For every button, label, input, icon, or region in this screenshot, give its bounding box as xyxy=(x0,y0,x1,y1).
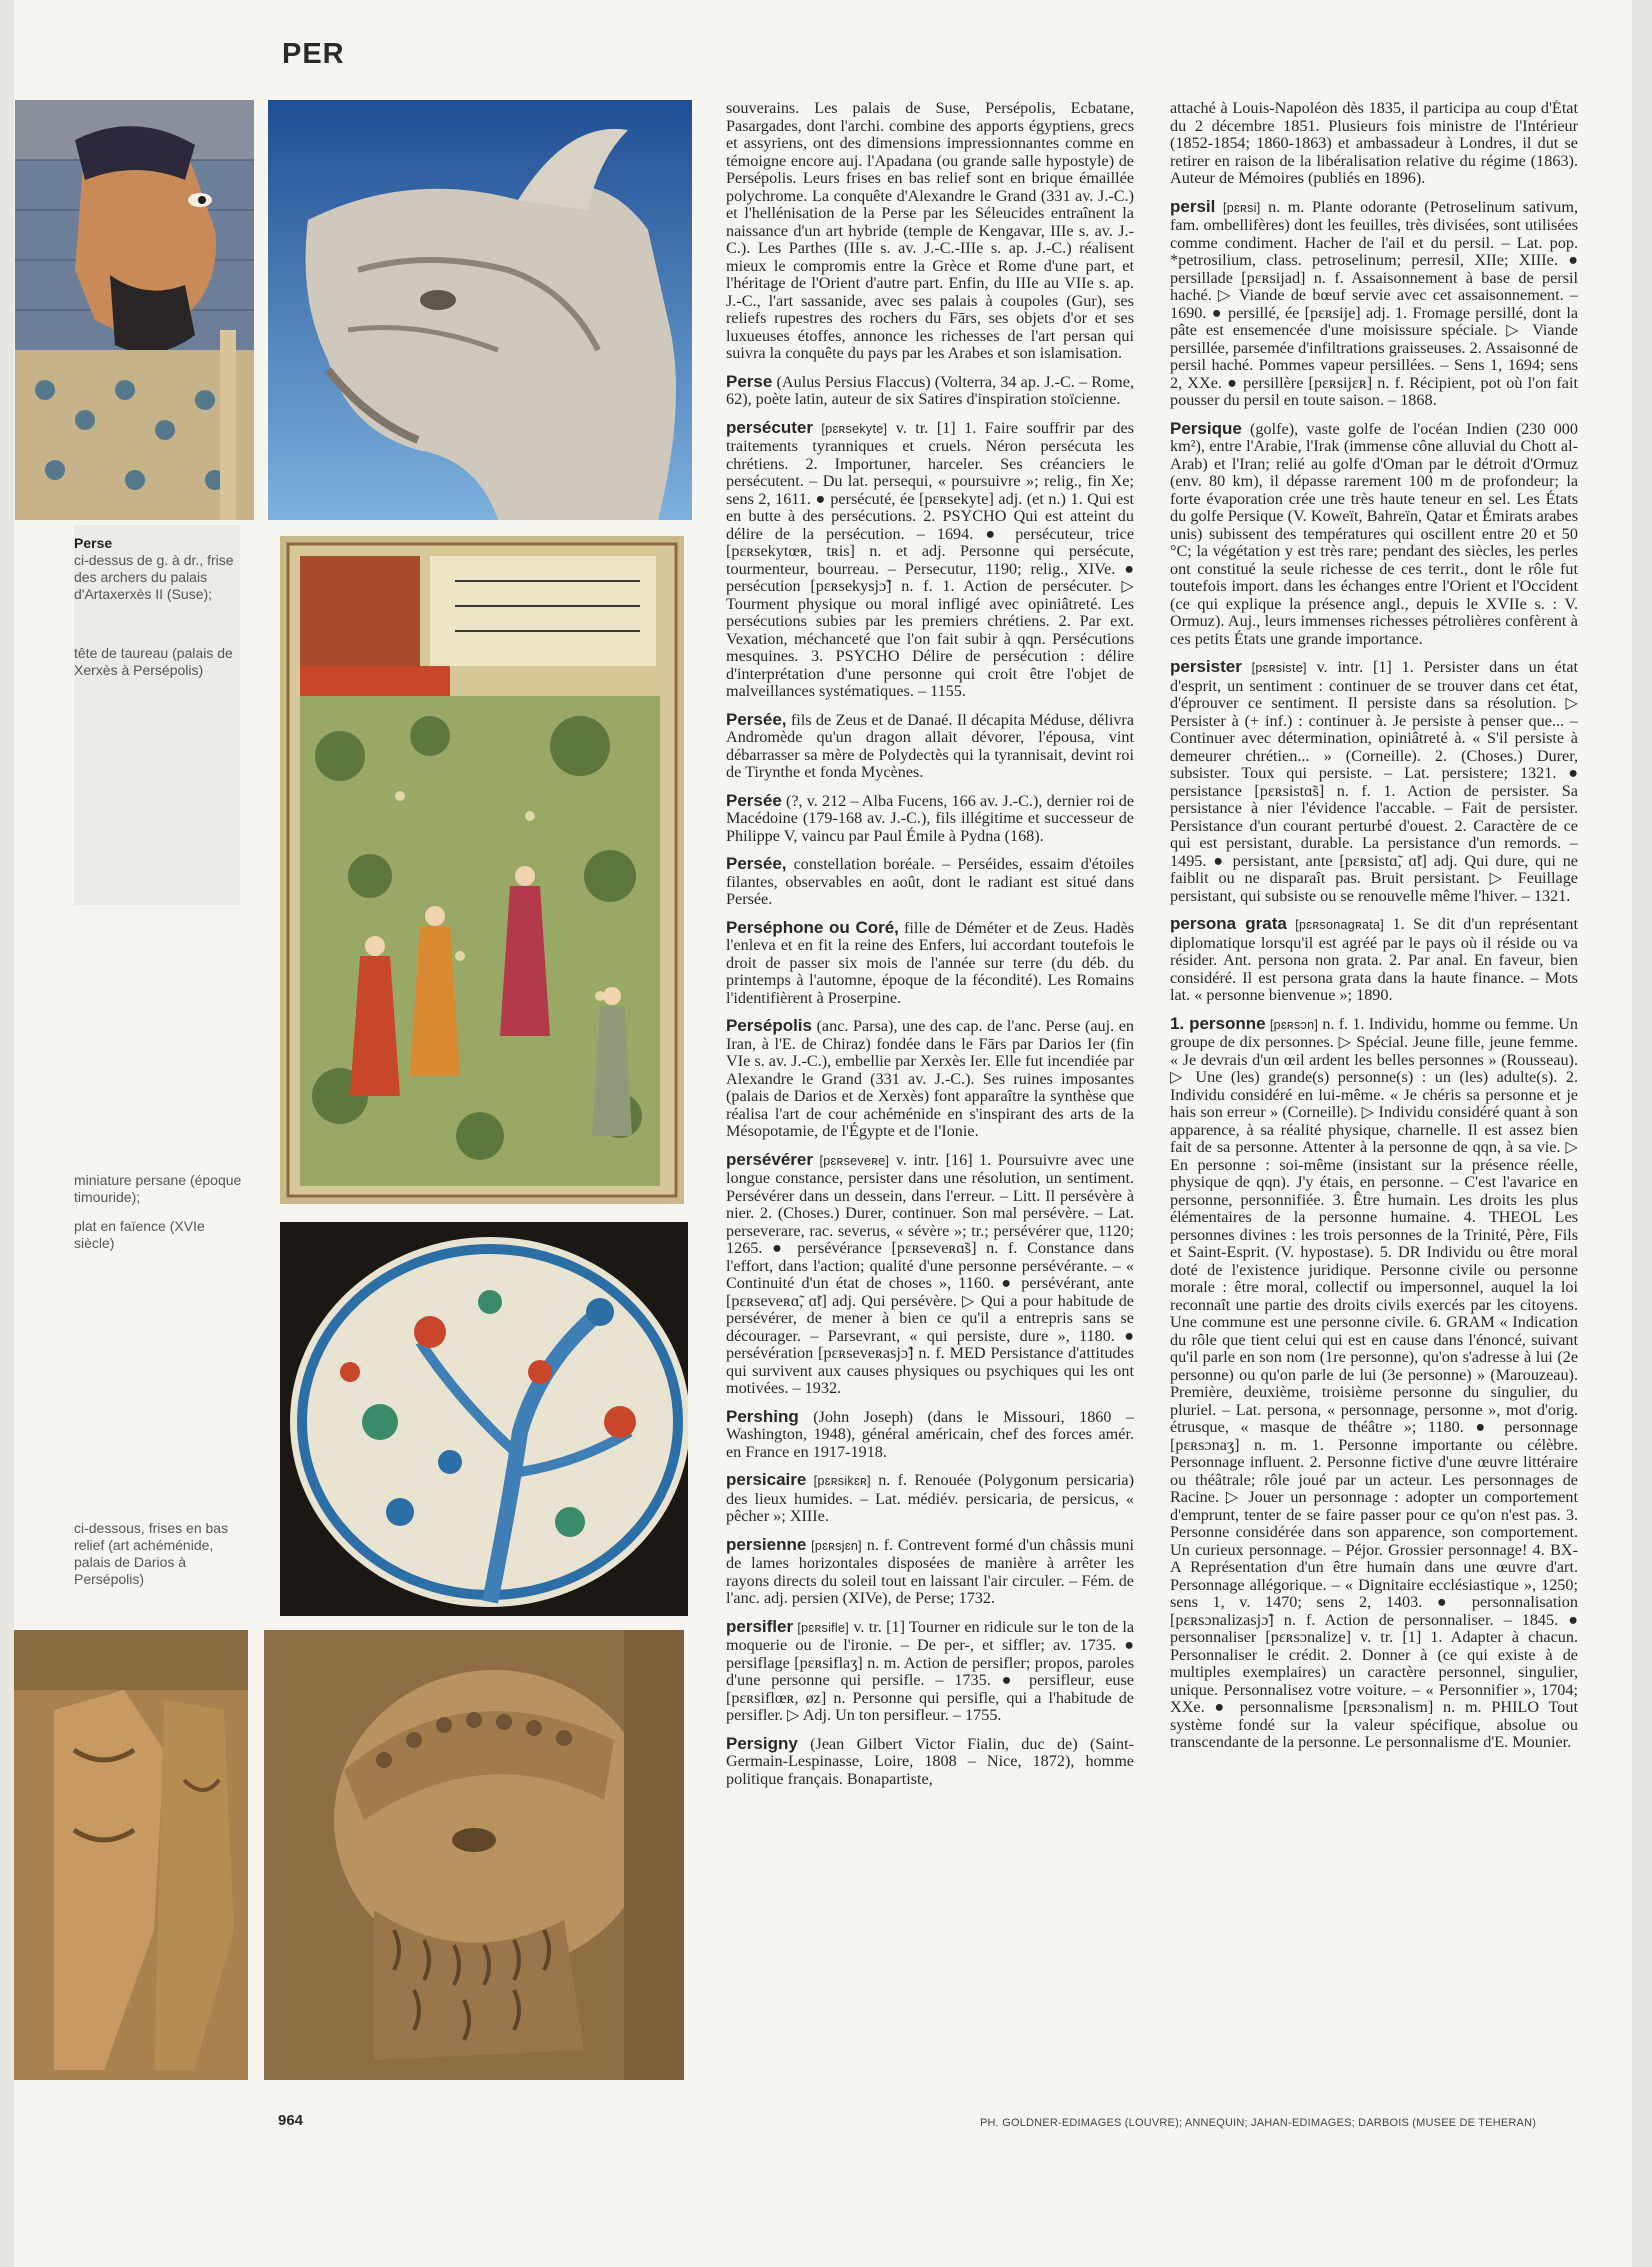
entry-perseverer xyxy=(726,1151,1134,1398)
caption-perse xyxy=(74,535,234,603)
headword: 1. personne xyxy=(1170,1013,1266,1033)
entry-pershing xyxy=(726,1408,1134,1462)
headword: Perse xyxy=(726,371,773,391)
entry-persigny xyxy=(726,1735,1134,1789)
phonetic: [pɛʀsikɛʀ] xyxy=(813,1474,871,1488)
headword: Perséphone ou Coré, xyxy=(726,917,899,937)
phonetic: [pɛʀsifle] xyxy=(797,1620,850,1635)
entry-text: fils de Zeus et de Danaé. Il décapita Méduse, délivra Andromède qu'un dragon allait dévorer, l'épousa, vint débarrasser sa mère de Polydectès qui la tyrannisait, devint roi de Tirynthe et fonda Mycènes. xyxy=(726,710,1134,781)
entry-persil xyxy=(1170,198,1578,410)
entry-text: n. f. Renouée (Polygonum persicaria) des lieux humides. – Lat. médiév. persicaria, de persicus, « pêcher »; XIIIe. xyxy=(726,1471,1134,1525)
headword: persister xyxy=(1170,657,1242,676)
faience-plate-image xyxy=(280,1222,688,1616)
headword: persicaire xyxy=(726,1470,807,1489)
entry-perse-art-cont xyxy=(726,100,1134,363)
entry-persepolis xyxy=(726,1017,1134,1141)
entry-text: n. f. Contrevent formé d'un châssis muni de lames horizontales disposées de manière à arrêter les rayons directs du soleil tout en laissant l'air circuler. – Fém. de l'anc. adj. persien (XIVe), de Perse; 1732. xyxy=(726,1535,1134,1607)
entry-persee-roi xyxy=(726,792,1134,846)
entry-text: constellation boréale. – Perséides, essaim d'étoiles filantes, observables en août, dont le radiant est situé dans Persée. xyxy=(726,855,1134,908)
phonetic: [pɛʀsekyte] xyxy=(821,421,888,436)
headword: persienne xyxy=(726,1534,807,1554)
headword: persévérer xyxy=(726,1149,813,1169)
headword: Pershing xyxy=(726,1406,799,1426)
caption-miniature: miniature persane (époque timouride); xyxy=(74,1172,242,1205)
entry-text: souverains. Les palais de Suse, Persépolis, Ecbatane, Pasargades, dont l'archi. combine des apports égyptiens, grecs et assyriens, ont des dimensions impressionnantes comme en témoigne encore auj. l'Apadana (ou grande salle hypostyle) de Persépolis. Leurs frises en bas relief sont en brique émaillée polychrome. La conquête d'Alexandre le Grand (331 av. J.-C.) et l'hellénisation de la Perse par les Séleucides entraînent la naissance d'un art hybride (temple de Kengavar, IIIe s. av. J.-C.). Les Parthes (IIIe s. av. J.-C.-IIIe s. ap. J.-C.) réalisent mieux le compromis entre la Grèce et Rome d'une part, et l'héritage de l'Orient d'autre part. Enfin, du IIIe au VIIe s. ap. J.-C., l'art sassanide, avec ses palais à coupoles (Gur), ses reliefs rupestres des rochers du Fārs, ses objets d'or et ses luxueuses étoffes, annonce les richesses de l'art persan qui suivra la conquête du pays par les Arabes et son islamisation. xyxy=(726,100,1134,362)
phonetic: [pɛʀsonagʀata] xyxy=(1295,918,1385,932)
entry-text: n. f. 1. Individu, homme ou femme. Un groupe de dix personnes. ▷ Spécial. Jeune fille, jeune femme. « Je devrais d'un œil ardent les belles personnes » (Rousseau). ▷ Une (les) grande(s) personne(s) : un (les) adulte(s). 2. Individu considéré en lui-même. « Je chéris sa personne et je hais son erreur » (Corneille). ▷ Individu considéré quant à son apparence, à sa réalité physique, charnelle. Il est assez bien fait de sa personne. Attenter à la personne de qqn, à sa vie. ▷ En personne : soi-même (insistant sur la présence réelle, physique de qqn). J'y étais, en personne. – C'est l'avarice en personne, personnifiée. 3. Être humain. Les droits les plus élémentaires de la personne humaine. 4. THEOL Les personnes divines : les trois personnes de la Trinité, Père, Fils et Saint-Esprit. (V. hypostase). 5. DR Individu ou être moral doté de l'existence juridique. Personne civile ou personne morale : être moral, collectif ou impersonnel, auquel la loi reconnaît une partie des droits civils exercés par les citoyens. Une commune est une personne civile. 6. GRAM « Indication du rôle que tient celui qui est en cause dans l'énoncé, suivant qu'il parle en son nom (1re personne), qu'on s'adresse à lui (2e personne) ou qu'on parle de lui (3e personne) » (Marouzeau). Première, deuxième, troisième personne du singulier, du pluriel. – Lat. persona, « personnage, personne », mot d'orig. étrusque, « masque de théâtre »; 1180. ● personnage [pɛʀsɔnaʒ] n. m. 1. Personne importante ou célèbre. Personnage influent. 2. Personne fictive d'une œuvre littéraire ou théâtrale; rôle joué par un acteur. Les personnages de Racine. ▷ Jouer un personnage : adopter un comportement d'emprunt, tenter de se faire passer pour ce qu'on n'est pas. 3. Personne considérée dans son apparence, son comportement. Un curieux personnage. – Péjor. Grossier personnage! 4. BX-A Représentation d'un être humain dans une œuvre d'art. Personnage allégorique. – « Dignitaire ecclésiastique », 1250; sens 1, v. 1470; sens 2, 1403. ● personnalisation [pɛʀsɔnalizasjɔ̃] n. f. Action de personnaliser. – 1845. ● personnaliser [pɛʀsɔnalize] v. tr. [1] 1. Adapter à chacun. Personnaliser le crédit. 2. Donner à (ce qui existe à de multiples exemplaires) un caractère personnel, singulier, unique. Personnalisez votre voiture. – « Personnifier », 1704; XXe. ● personnalisme [pɛʀsɔnalism] n. m. PHILO Tout système fondé sur la valeur spécifique, absolue ou transcendante de la personne. Le personnalisme d'E. Mounier. xyxy=(1170,1014,1578,1751)
headword: persil xyxy=(1170,196,1216,216)
phonetic: [pɛʀsjɛn] xyxy=(811,1538,862,1553)
archer-frieze-image xyxy=(15,100,254,520)
persian-miniature-image xyxy=(280,536,684,1204)
entry-persique xyxy=(1170,420,1578,649)
phonetic: [pɛʀseveʀe] xyxy=(819,1153,890,1168)
entry-text: (golfe), vaste golfe de l'océan Indien (230 000 km²), entre l'Arabie, l'Irak (immense cône alluvial du Chott al-Arab) et l'Iran; relié au golfe d'Oman par le détroit d'Ormuz (env. 80 km), il dépasse rarement 100 m de profondeur; la forte évaporation crée une très haute teneur en sel. Les États du golfe Persique (V. Koweït, Bahreïn, Qatar et Émirats arabes unis) subissent des températures qui oscillent entre 20 et 50 °C; la végétation y est très rare; pendant des siècles, les perles ont constitué la seule richesse de ces territ., dont le rôle fut toutefois import. dans les échanges entre l'Orient et l'Occident (ce qui explique la présence angl., depuis le XVIIe s. : V. Ormuz). Auj., leurs immenses richesses pétrolières confèrent à ces petits États une grande importance. xyxy=(1170,419,1578,648)
caption-plat: plat en faïence (XVIe siècle) xyxy=(74,1218,205,1251)
entry-text: (Jean Gilbert Victor Fialin, duc de) (Saint-Germain-Lespinasse, Loire, 1808 – Nice, 1872), homme politique français. Bonapartiste, xyxy=(726,1734,1134,1788)
headword: Persée, xyxy=(726,854,787,873)
entry-persona-grata xyxy=(1170,915,1578,1005)
entry-text: 1. Se dit d'un représentant diplomatique lorsqu'il est agréé par le pays où il réside ou va résider. Ant. persona non grata. 2. Par anal. En faveur, bien considéré. Il est persona grata dans la haute finance. – Mots lat. « personne bienvenue »; 1890. xyxy=(1170,915,1578,1004)
entry-text: v. tr. [1] Tourner en ridicule sur le ton de la moquerie ou de l'ironie. – De per-, et siffler; av. 1735. ● persiflage [pɛʀsiflaʒ] n. m. Action de persifler; propos, paroles d'une personne qui persifle. – 1735. ● persifleur, euse [pɛʀsiflœʀ, øz] n. Personne qui persifle, qui a l'habitude de persifler. ▷ Adj. Un ton persifleur. – 1755. xyxy=(726,1617,1134,1724)
entry-text: (anc. Parsa), une des cap. de l'anc. Perse (auj. en Iran, à l'E. de Chiraz) fondée dans le Fārs par Darios Ier (fin VIe s. av. J.-C.), embellie par Xerxès Ier. Elle fut incendiée par Alexandre le Grand (331 av. J.-C.). Ses ruines imposantes (palais de Darios et de Xerxès) font apparaître la synthèse que réalisa l'art de cour achéménide en s'inspirant des arts de la Mésopotamie, de l'Égypte et de l'Ionie. xyxy=(726,1017,1134,1140)
entry-text: attaché à Louis-Napoléon dès 1835, il participa au coup d'État du 2 décembre 1851. Plusieurs fois ministre de l'Intérieur (1852-1854; 1860-1863) et ambassadeur à Londres, il dut se retirer en raison de la libéralisation relative du régime (1863). Auteur de Mémoires (publiés en 1896). xyxy=(1170,100,1578,187)
headword: Persée, xyxy=(726,709,787,729)
phonetic: [pɛʀsɔn] xyxy=(1269,1017,1319,1032)
entry-text: v. tr. [1] 1. Faire souffrir par des traitements tyranniques et cruels. Néron persécuta les chrétiens. 2. Importuner, harceler. Ses créanciers le persécutent. – Du lat. persequi, « poursuivre »; relig., fin Xe; sens 2, 1611. ● persécuté, ée [pɛʀsekyte] adj. (et n.) 1. Qui est en butte à des persécutions. 2. PSYCHO Qui est atteint du délire de la persécution. – 1694. ● persécuteur, trice [pɛʀsekytœʀ, tʀis] n. et adj. Personne qui persécute, tourmenteur, bourreau. – Persecutur, 1190; relig., XIVe. ● persécution [pɛʀsekysjɔ̃] n. f. 1. Action de persécuter. ▷ Tourment physique ou moral infligé avec opiniâtreté. Les persécutions subies par les premiers chrétiens. 2. Par ext. Vexation, méchanceté que l'on fait subir à qqn. Persécutions mesquines. 3. PSYCHO Délire de persécution : délire d'interprétation d'une personne qui croit être l'objet de malveillances systématiques. – 1155. xyxy=(726,418,1134,700)
headword: persona grata xyxy=(1170,914,1287,933)
entry-persephone xyxy=(726,919,1134,1008)
caption-taureau: tête de taureau (palais de Xerxès à Persépolis) xyxy=(74,645,233,678)
entry-text: (?, v. 212 – Alba Fucens, 166 av. J.-C.), dernier roi de Macédoine (179-168 av. J.-C.), fils illégitime et successeur de Philippe V, vaincu par Paul Émile à Pydna (168). xyxy=(726,791,1134,845)
entry-personne xyxy=(1170,1015,1578,1752)
entry-persifler xyxy=(726,1618,1134,1725)
entry-text: (John Joseph) (dans le Missouri, 1860 – Washington, 1948), général américain, chef des forces amér. en France en 1917-1918. xyxy=(726,1407,1134,1461)
caption-archers: ci-dessus de g. à dr., frise des archers du palais d'Artaxerxès II (Suse); xyxy=(74,552,234,602)
photo-credits: PH. GOLDNER-EDIMAGES (LOUVRE); ANNEQUIN; JAHAN-EDIMAGES; DARBOIS (MUSEE DE TEHERAN) xyxy=(980,2117,1537,2129)
bas-relief-procession-image xyxy=(14,1630,248,2080)
entry-persee-constellation xyxy=(726,855,1134,909)
entry-persecuter xyxy=(726,419,1134,701)
headword: persécuter xyxy=(726,417,813,437)
dictionary-page xyxy=(14,0,1632,2267)
text-column-2 xyxy=(1170,100,1578,2095)
entry-text: n. m. Plante odorante (Petroselinum sativum, fam. ombellifères) dont les feuilles, très divisées, sont utilisées comme condiment. Hacher de l'ail et du persil. – Lat. pop. *petrosilium, class. petroselinum; perresil, XIIe; XIIIe. ● persillade [pɛʀsijad] n. f. Assaisonnement à base de persil haché. ▷ Viande de bœuf servie avec cet assaisonnement. – 1690. ● persillé, ée [pɛʀsije] adj. 1. Fromage persillé, dont la pâte est ensemencée d'une moisissure spéciale. ▷ Viande persillée, parsemée d'infiltrations graisseuses. 2. Assaisonné de persil haché. Pommes vapeur persillées. – Sens 1, 1694; sens 2, XXe. ● persillère [pɛʀsijɛʀ] n. f. Récipient, pot où l'on fait pousser du persil en toute saison. – 1868. xyxy=(1170,197,1578,409)
running-head: PER xyxy=(282,38,345,70)
headword: Persigny xyxy=(726,1733,798,1753)
entry-persee-myth xyxy=(726,711,1134,782)
headword: persifler xyxy=(726,1616,794,1636)
headword: Persée xyxy=(726,790,782,810)
bull-capital-image xyxy=(268,100,692,520)
entry-persigny-cont xyxy=(1170,100,1578,188)
entry-persister xyxy=(1170,658,1578,905)
caption-perse-title: Perse xyxy=(74,535,113,551)
page-number: 964 xyxy=(278,2112,304,2129)
entry-text: v. intr. [16] 1. Poursuivre avec une longue constance, persister dans une résolution, un sentiment. Persévérer dans un dessein, dans l'erreur. – Litt. Il persévère à nier. 2. (Choses.) Durer, continuer. Son mal persévère. – Lat. perseverare, rac. severus, « sévère »; tr.; persévérer que, 1120; 1265. ● persévérance [pɛʀseveʀɑ̃s] n. f. Constance dans l'effort, dans l'action; qualité d'une personne persévérante. – « Continuité d'un état de choses », 1160. ● persévérant, ante [pɛʀseveʀɑ̃, ɑ̃t] adj. Qui persévère. ▷ Qui a pour habitude de persévérer, de mener à bien ce qu'il a entrepris sans se décourager. – Parsevrant, « qui persiste, dure », 1180. ● persévération [pɛʀseveʀasjɔ̃] n. f. MED Persistance d'attitudes qui survivent aux causes physiques ou psychiques qui les ont motivées. – 1932. xyxy=(726,1150,1134,1397)
phonetic: [pɛʀsiste] xyxy=(1251,661,1307,675)
entry-text: (Aulus Persius Flaccus) (Volterra, 34 ap. J.-C. – Rome, 62), poète latin, auteur de six Satires d'inspiration stoïcienne. xyxy=(726,372,1134,408)
entry-text: fille de Déméter et de Zeus. Hadès l'enleva et en fit la reine des Enfers, lui accordant toutefois le droit de passer six mois de l'année sur terre (du déb. du printemps à l'automne, époque de la fécondité). Les Romains l'identifièrent à Proserpine. xyxy=(726,918,1134,1007)
bas-relief-head-image xyxy=(264,1630,684,2080)
phonetic: [pɛʀsi] xyxy=(1222,200,1261,215)
entry-perse-poete xyxy=(726,373,1134,409)
caption-frises: ci-dessous, frises en bas relief (art achéménide, palais de Darios à Persépolis) xyxy=(74,1520,229,1587)
headword: Persique xyxy=(1170,418,1242,438)
headword: Persépolis xyxy=(726,1016,812,1035)
entry-text: v. intr. [1] 1. Persister dans un état d'esprit, un sentiment : continuer de se trouver dans cet état, d'éprouver ce sentiment. Il persiste dans sa résolution. ▷ Persister à (+ inf.) : continuer à. Je persiste à penser que... – Continuer avec détermination, opiniâtreté à. « S'il persiste à demeurer chrétien... » (Corneille). 2. (Choses.) Durer, subsister. Toux qui persiste. – Lat. persistere; 1321. ● persistance [pɛʀsistɑ̃s] n. f. 1. Action de persister. Sa persistance à nier l'évidence l'accable. – Fait de persister. Persistance d'un courant perturbé d'ouest. 2. Caractère de ce qui est persistant, durable. La persistance d'un remords. – 1495. ● persistant, ante [pɛʀsistɑ̃, ɑ̃t] adj. Qui dure, qui ne faiblit ou ne disparaît pas. Bruit persistant. ▷ Feuillage persistant, qui subsiste ou se renouvelle même l'hiver. – 1321. xyxy=(1170,658,1578,905)
text-column-1 xyxy=(726,100,1134,2095)
entry-persicaire xyxy=(726,1471,1134,1526)
entry-persienne xyxy=(726,1536,1134,1608)
